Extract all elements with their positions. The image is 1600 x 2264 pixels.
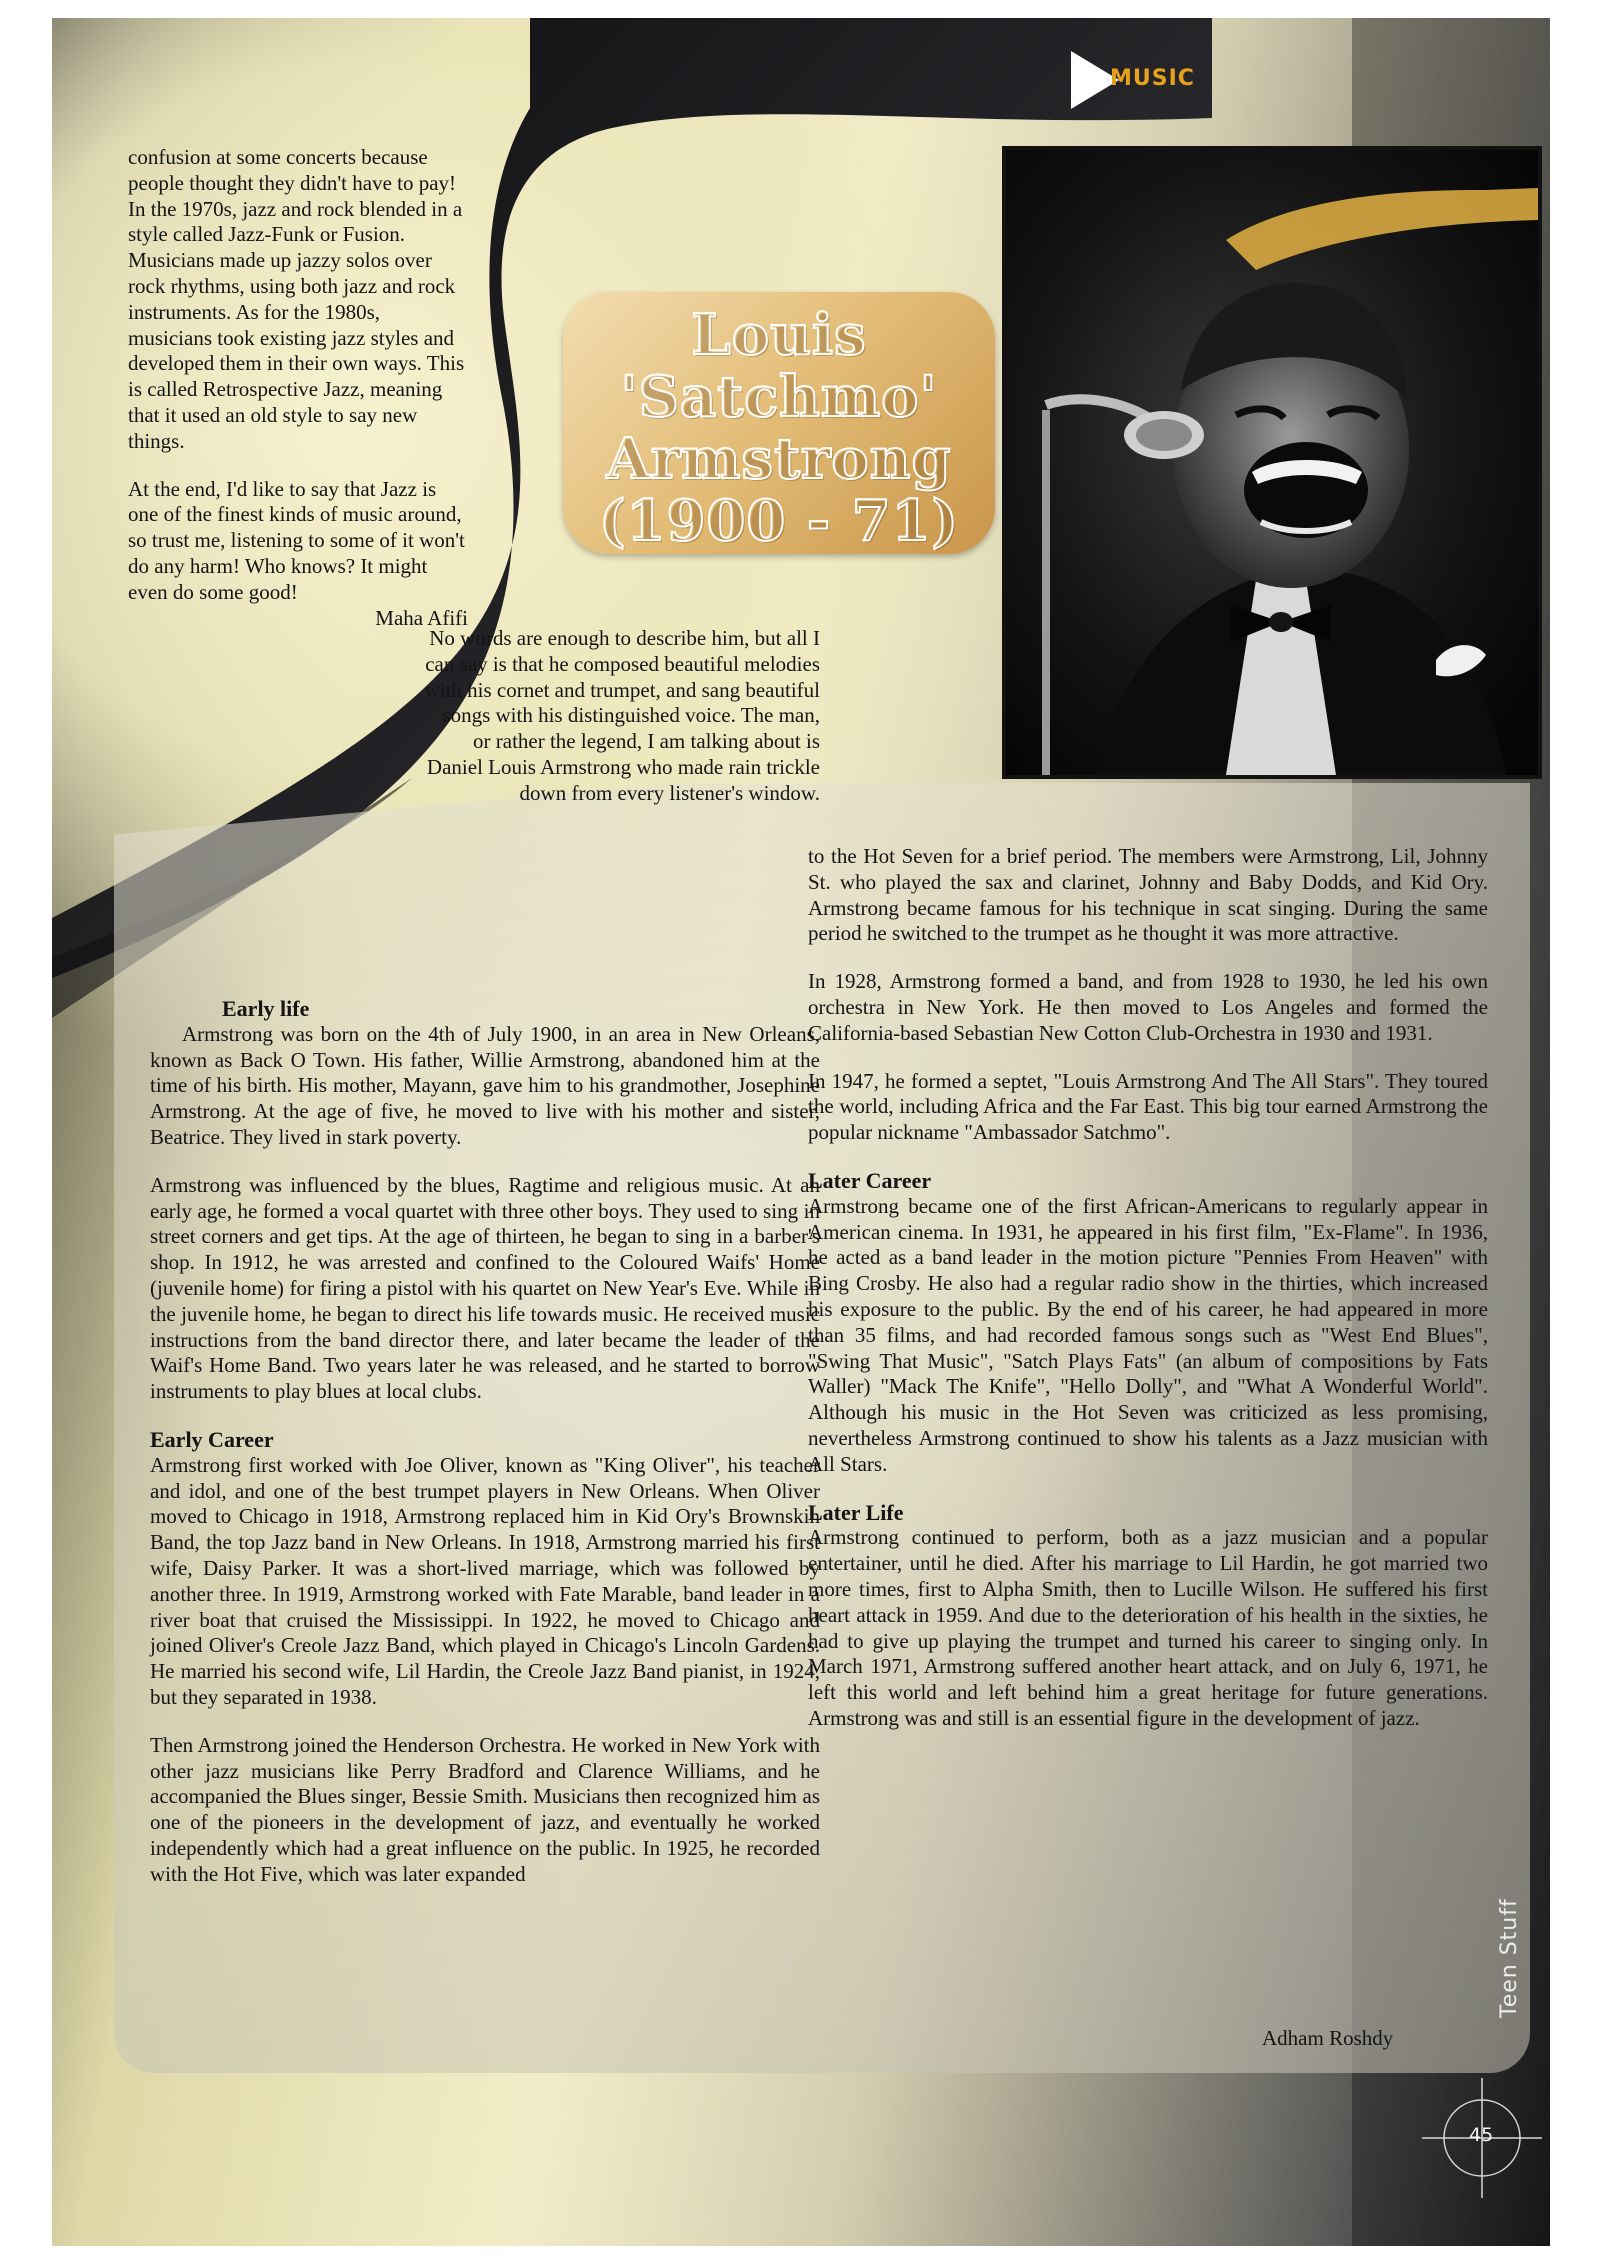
- paragraph: In 1928, Armstrong formed a band, and from 1928 to 1930, he led his own orchestra in New York. He then moved to Los Angeles and formed the California-based Sebastian New Cotton Club-Orchestra in 1930 and 1931.: [808, 969, 1488, 1045]
- paragraph: In 1947, he formed a septet, "Louis Armstrong And The All Stars". They toured the world, including Africa and the Far East. This big tour earned Armstrong the popular nickname "Ambassador Satchmo".: [808, 1068, 1488, 1145]
- paragraph: Armstrong became one of the first African-Americans to regularly appear in American cinema. In 1931, he appeared in his first film, "Ex-Flame". In 1936, he acted as a band leader in the motion picture "Pennies From Heaven" with Bing Crosby. He also had a regular radio show in the thirties, which increased his exposure to the public. By the end of his career, he had appeared in more than 35 films, and had recorded famous songs such as "West End Blues", "Swing That Music", "Satch Plays Fats" (an album of compositions by Fats Waller) "Mack The Knife", "Hello Dolly", and "What A Wonderful World". Although his music in the Hot Seven was criticized as less promising, nevertheless Armstrong continued to show his talents as a Jazz musician with All Stars.: [808, 1193, 1488, 1476]
- paragraph: Then Armstrong joined the Henderson Orchestra. He worked in New York with other jazz musicians like Perry Bradford and Clarence Williams, and he accompanied the Blues singer, Bessie Smith. Musicians then recognized him as one of the pioneers in the development of jazz, and eventually he worked independently which had a great influence on the public. In 1925, he recorded with the Hot Five, which was later expanded: [150, 1732, 820, 1886]
- title-line-2: 'Satchmo': [620, 364, 938, 430]
- page-number: 45: [1469, 2124, 1494, 2146]
- paragraph: At the end, I'd like to say that Jazz is one of the finest kinds of music around, so trust me, listening to some of it won't do any harm! Who knows? It might even do some good!: [128, 476, 465, 604]
- title-line-3: Armstrong: [606, 426, 952, 492]
- right-body-column: [808, 844, 1488, 1732]
- paragraph: to the Hot Seven for a brief period. The members were Armstrong, Lil, Johnny St. who played the sax and clarinet, Johnny and Baby Dodds, and Kid Ory. Armstrong became famous for his technique in scat singing. During the same period he switched to the trumpet as he thought it was more attractive.: [808, 844, 1488, 946]
- left-body-column: [150, 996, 820, 1888]
- magazine-name: Teen Stuff: [1497, 1898, 1522, 2018]
- title-line-1: Louis: [691, 302, 867, 368]
- paragraph: Armstrong continued to perform, both as a jazz musician and a popular entertainer, until he died. After his marriage to Lil Hardin, he got married two more times, first to Alpha Smith, then to Lucille Wilson. He suffered his first heart attack in 1959. And due to the deterioration of his health in the sixties, he had to give up playing the trumpet and turned his career to singing only. In March 1971, Armstrong suffered another heart attack, and on July 6, 1971, he left this world and left behind him a great heritage for future generations. Armstrong was and still is an essential figure in the development of jazz.: [808, 1525, 1488, 1730]
- title-line-4: (1900 - 71): [598, 488, 959, 554]
- article-title: [563, 292, 995, 554]
- intro-text: [420, 626, 820, 807]
- paragraph: confusion at some concerts because people thought they didn't have to pay! In the 1970s, jazz and rock blended in a style called Jazz-Funk or Fusion. Musicians made up jazzy solos over rock rhythms, using both jazz and rock instruments. As for the 1980s, musicians took existing jazz styles and developed them in their own ways. This is called Retrospective Jazz, meaning that it used an old style to say new things.: [128, 145, 465, 453]
- section-heading: Later Career: [808, 1167, 932, 1193]
- paragraph: Armstrong was born on the 4th of July 1900, in an area in New Orleans, known as Back O Town. His father, Willie Armstrong, abandoned him at the time of his birth. His mother, Mayann, gave him to his grandmother, Josephine Armstrong. At the age of five, he moved to live with his mother and sister, Beatrice. They lived in stark poverty.: [150, 1021, 820, 1149]
- paragraph: Armstrong was influenced by the blues, Ragtime and religious music. At an early age, he formed a vocal quartet with three other boys. They used to sing in street corners and get tips. At the age of thirteen, he began to sing in a barber's shop. In 1912, he was arrested and confined to the Coloured Waifs' Home (juvenile home) for firing a pistol with his quartet on New Year's Eve. While in the juvenile home, he began to direct his life towards music. He received music instructions from the band director there, and later became the leader of the Waif's Home Band. Two years later he was released, and he started to borrow instruments to play blues at local clubs.: [150, 1172, 820, 1404]
- author-byline: Adham Roshdy: [1262, 2026, 1394, 2050]
- left-column-text: [128, 145, 468, 631]
- paragraph: Armstrong first worked with Joe Oliver, known as "King Oliver", his teacher and idol, and one of the best trumpet players in New Orleans. When Oliver moved to Chicago in 1918, Armstrong replaced him in Kid Ory's Brownskin Band, the top Jazz band in New Orleans. In 1918, Armstrong married his first wife, Daisy Parker. It was a short-lived marriage, which was followed by another three. In 1919, Armstrong worked with Fate Marable, band leader in a river boat that cruised the Mississippi. In 1922, he moved to Chicago and joined Oliver's Creole Jazz Band, which played in Chicago's Lincoln Gardens. He married his second wife, Lil Hardin, the Creole Jazz Band pianist, in 1924, but they separated in 1938.: [150, 1452, 820, 1709]
- author-byline: Maha Afifi: [375, 605, 468, 630]
- magazine-page: [52, 18, 1550, 2246]
- section-tag: MUSIC: [1110, 66, 1195, 91]
- section-heading: Early life: [222, 996, 310, 1021]
- armstrong-photo-illustration: [1006, 150, 1538, 775]
- armstrong-photo: [1002, 146, 1542, 779]
- section-heading: Early Career: [150, 1426, 274, 1452]
- intro-paragraph: No words are enough to describe him, but all I can say is that he composed beautiful melodies with his cornet and trumpet, and sang beautiful songs with his distinguished voice. The man, or rather the legend, I am talking about is Daniel Louis Armstrong who made rain trickle down from every listener's window.: [424, 626, 820, 805]
- section-heading: Later Life: [808, 1499, 904, 1525]
